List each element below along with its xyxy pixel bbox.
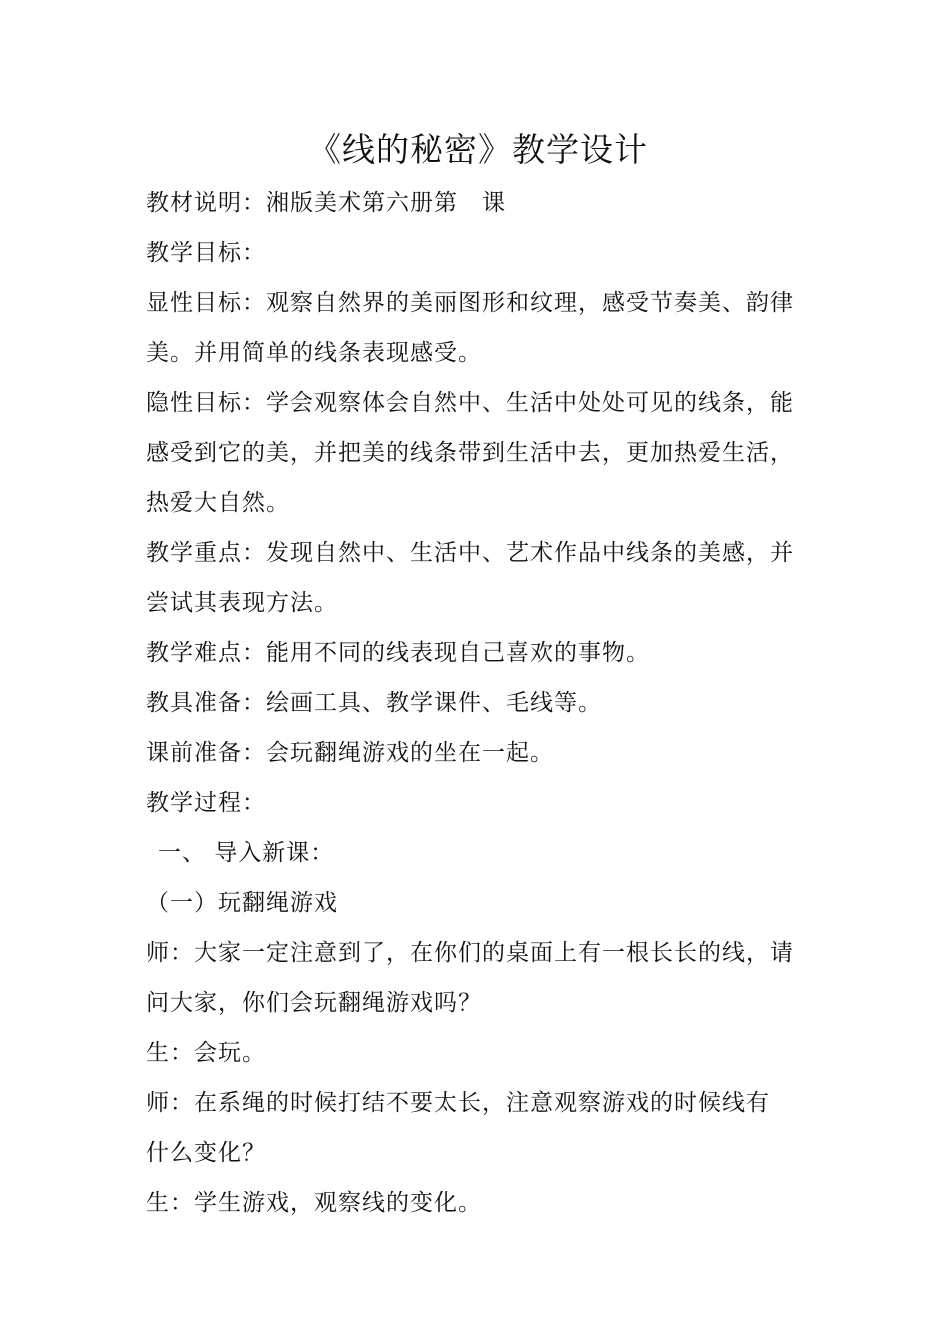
document-title: 《线的秘密》教学设计: [308, 130, 648, 169]
text-line-implicit-goal-2: 感受到它的美，并把美的线条带到生活中去，更加热爱生活，: [146, 440, 794, 466]
text-line-key-point-1: 教学重点：发现自然中、生活中、艺术作品中线条的美感，并: [146, 540, 794, 566]
document-page: [146, 128, 810, 1228]
text-line-implicit-goal-1: 隐性目标：学会观察体会自然中、生活中处处可见的线条，能: [146, 390, 794, 416]
text-line-teacher-2a: 师：在系绳的时候打结不要太长，注意观察游戏的时候线有: [146, 1090, 770, 1116]
text-line-explicit-goal-2: 美。并用简单的线条表现感受。: [146, 340, 482, 366]
text-line-material: 教材说明：湘版美术第六册第 课: [146, 190, 506, 216]
text-line-implicit-goal-3: 热爱大自然。: [146, 490, 290, 516]
text-line-teacher-1a: 师：大家一定注意到了，在你们的桌面上有一根长长的线，请: [146, 940, 794, 966]
text-line-key-point-2: 尝试其表现方法。: [146, 590, 338, 616]
text-line-difficulty: 教学难点：能用不同的线表现自己喜欢的事物。: [146, 640, 650, 666]
text-line-subsection-one: （一）玩翻绳游戏: [146, 890, 338, 916]
text-line-student-2: 生：学生游戏，观察线的变化。: [146, 1190, 482, 1216]
text-line-section-one: 一、 导入新课：: [158, 840, 335, 866]
text-line-teacher-2b: 什么变化？: [146, 1140, 266, 1166]
text-line-teacher-1b: 问大家，你们会玩翻绳游戏吗？: [146, 990, 482, 1016]
text-line-preparation: 课前准备：会玩翻绳游戏的坐在一起。: [146, 740, 554, 766]
text-line-teaching-aids: 教具准备：绘画工具、教学课件、毛线等。: [146, 690, 602, 716]
text-line-student-1: 生：会玩。: [146, 1040, 266, 1066]
text-line-explicit-goal-1: 显性目标：观察自然界的美丽图形和纹理，感受节奏美、韵律: [146, 290, 794, 316]
text-line-process-heading: 教学过程：: [146, 790, 266, 816]
text-line-goals-heading: 教学目标：: [146, 240, 266, 266]
